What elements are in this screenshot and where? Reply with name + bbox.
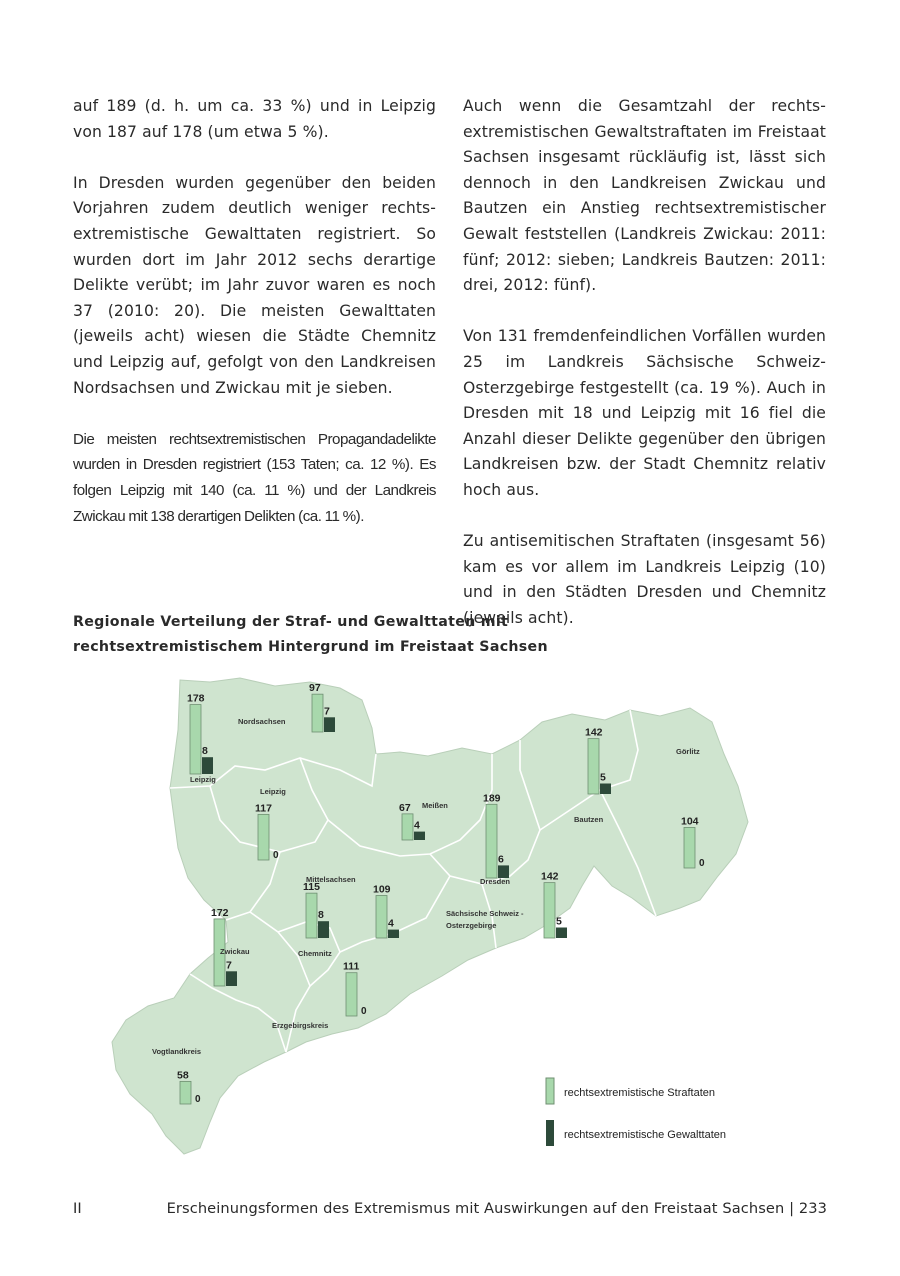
- bar-value-label: 6: [498, 853, 504, 866]
- bar-straftaten: [306, 893, 317, 938]
- legend-label: rechtsextremistische Gewalttaten: [564, 1129, 727, 1141]
- bar-value-label: 109: [373, 883, 391, 896]
- legend-swatch-gewalttaten: [546, 1120, 554, 1146]
- bar-straftaten: [346, 973, 357, 1016]
- bar-straftaten: [544, 883, 555, 938]
- bar-straftaten: [588, 739, 599, 794]
- region-label: Sächsische Schweiz -: [446, 909, 524, 918]
- paragraph: Zu antisemitischen Straftaten (insgesamt 56) kam es vor allem im Landkreis Leipzig (10) und in den Städten Dresden und Chemnitz (jeweils acht).: [463, 532, 826, 627]
- bar-gewalttaten: [226, 971, 237, 986]
- bar-value-label: 142: [541, 870, 559, 883]
- paragraph: Die meisten rechtsextremistischen Propagandadelikte wurden in Dresden registriert (153 Taten; ca. 12 %). Es folgen Leipzig mit 140 (ca. 11 %) und der Landkreis Zwickau mit 138 derartigen Delikten (ca. 11 %).: [73, 430, 436, 525]
- left-column: [73, 94, 436, 555]
- bar-value-label: 7: [324, 705, 330, 718]
- bar-straftaten: [190, 705, 201, 774]
- running-title: Erscheinungsformen des Extremismus mit Auswirkungen auf den Freistaat Sachsen | 233: [166, 1200, 827, 1217]
- bar-straftaten: [402, 814, 413, 840]
- bar-value-label: 58: [177, 1069, 189, 1082]
- legend: [546, 1078, 726, 1146]
- bar-straftaten: [258, 814, 269, 860]
- bar-gewalttaten: [556, 928, 567, 939]
- region-label: Chemnitz: [298, 949, 332, 958]
- region-label: Osterzgebirge: [446, 921, 497, 930]
- bar-value-label: 4: [414, 819, 420, 832]
- paragraph: Auch wenn die Gesamtzahl der rechts-extremistischen Gewaltstraftaten im Freistaat Sachsen insgesamt rückläufig ist, lässt sich dennoch in den Landkreisen Zwickau und Bautzen ein Anstieg rechtsextremistischer Gewalt feststellen (Landkreis Zwickau: 2011: fünf; 2012: sieben; Landkreis Bautzen: 2011: drei, 2012: fünf).: [463, 97, 826, 295]
- bar-value-label: 178: [187, 692, 205, 705]
- right-column: [463, 94, 826, 657]
- bar-value-label: 0: [195, 1094, 201, 1105]
- bar-gewalttaten: [388, 930, 399, 938]
- bar-value-label: 189: [483, 792, 501, 805]
- region-label: Dresden: [480, 877, 511, 886]
- region-label: Leipzig: [190, 775, 216, 784]
- region-label: Meißen: [422, 801, 448, 810]
- region-label: Görlitz: [676, 747, 700, 756]
- bar-gewalttaten: [324, 717, 335, 732]
- paragraph: In Dresden wurden gegenüber den beiden Vorjahren zudem deutlich weniger rechts-extremistische Gewalttaten registriert. So wurden dort im Jahr 2012 sechs derartige Delikte verübt; im Jahr zuvor waren es noch 37 (2010: 20). Die meisten Gewalttaten (jeweils acht) wiesen die Städte Chemnitz und Leipzig auf, gefolgt von den Landkreisen Nordsachsen und Zwickau mit je sieben.: [73, 173, 436, 397]
- figure-title-line: rechtsextremistischem Hintergrund im Freistaat Sachsen: [73, 639, 548, 655]
- bar-value-label: 8: [318, 909, 324, 922]
- bar-value-label: 5: [556, 915, 562, 928]
- region-label: Bautzen: [574, 815, 604, 824]
- region-label: Vogtlandkreis: [152, 1047, 202, 1056]
- bar-value-label: 0: [361, 1006, 367, 1017]
- region-label: Leipzig: [260, 787, 286, 796]
- bar-gewalttaten: [414, 832, 425, 840]
- paragraph: Von 131 fremdenfeindlichen Vorfällen wurden 25 im Landkreis Sächsische Schweiz-Osterzgebirge festgestellt (ca. 19 %). Auch in Dresden mit 18 und Leipzig mit 16 fiel die Anzahl dieser Delikte gegenüber den übrigen Landkreisen bzw. der Stadt Chemnitz relativ hoch aus.: [463, 327, 826, 499]
- figure-title-line: Regionale Verteilung der Straf- und Gewalttaten mit: [73, 614, 509, 630]
- bar-value-label: 8: [202, 745, 208, 758]
- bar-value-label: 0: [273, 850, 279, 861]
- region-label: Nordsachsen: [238, 717, 286, 726]
- paragraph: auf 189 (d. h. um ca. 33 %) und in Leipzig von 187 auf 178 (um etwa 5 %).: [73, 97, 436, 141]
- bar-value-label: 115: [303, 881, 320, 894]
- bar-value-label: 0: [699, 858, 705, 869]
- bar-value-label: 7: [226, 959, 232, 972]
- bar-gewalttaten: [600, 784, 611, 795]
- bar-straftaten: [312, 694, 323, 732]
- bar-value-label: 117: [255, 802, 272, 815]
- bar-value-label: 111: [343, 960, 360, 973]
- saxony-crime-map: [100, 670, 760, 1170]
- bar-straftaten: [180, 1081, 191, 1104]
- region-label: Zwickau: [220, 947, 250, 956]
- region-label: Erzgebirgskreis: [272, 1021, 329, 1030]
- bar-value-label: 97: [309, 682, 321, 695]
- bar-gewalttaten: [318, 921, 329, 938]
- bar-straftaten: [486, 804, 497, 878]
- section-mark: II: [73, 1200, 82, 1217]
- figure-title: [73, 610, 673, 660]
- bar-straftaten: [684, 827, 695, 868]
- bar-value-label: 142: [585, 726, 603, 739]
- bar-value-label: 172: [211, 906, 229, 919]
- bar-value-label: 4: [388, 917, 394, 930]
- region-label: Mittelsachsen: [306, 875, 356, 884]
- bar-value-label: 5: [600, 771, 606, 784]
- bar-value-label: 67: [399, 801, 411, 814]
- legend-swatch-straftaten: [546, 1078, 554, 1104]
- bar-straftaten: [376, 895, 387, 938]
- legend-label: rechtsextremistische Straftaten: [564, 1087, 716, 1099]
- bar-value-label: 104: [681, 815, 699, 828]
- bar-gewalttaten: [202, 757, 213, 774]
